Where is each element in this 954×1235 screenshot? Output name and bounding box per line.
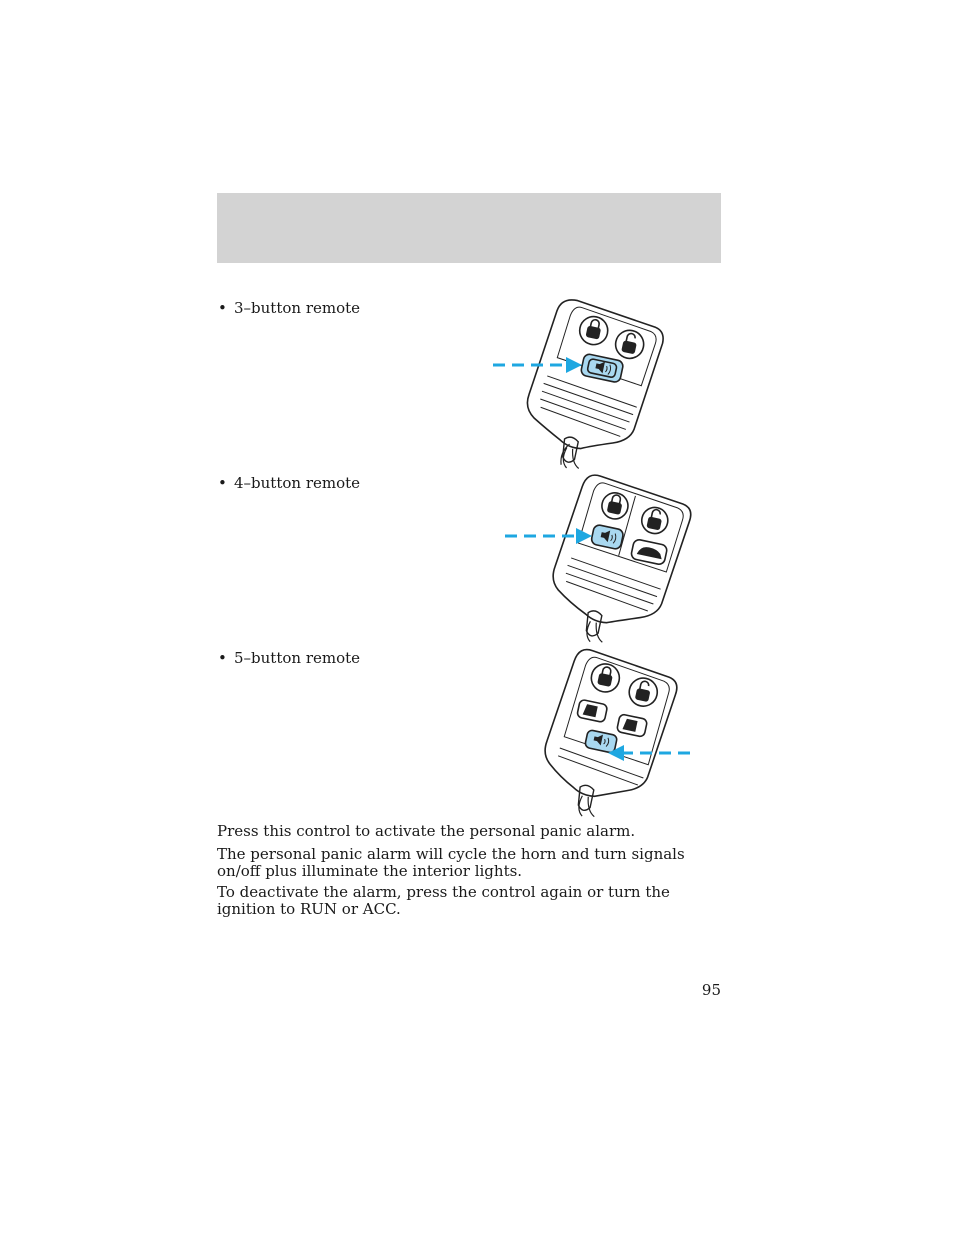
bullet-3-button-remote xyxy=(218,299,360,317)
bullet-dot: • xyxy=(218,649,227,667)
five-button-remote-illustration xyxy=(530,650,700,818)
paragraph-deactivate: To deactivate the alarm, press the control again or turn the ignition to RUN or ACC. xyxy=(217,883,670,918)
remote-label: 4–button remote xyxy=(234,474,361,492)
three-button-remote-illustration xyxy=(490,300,680,472)
page-number: 95 xyxy=(701,981,721,999)
section-header-band xyxy=(217,193,721,263)
paragraph-alarm-behavior: The personal panic alarm will cycle the horn and turn signals on/off plus illuminate the interior lights. xyxy=(217,845,685,880)
bullet-4-button-remote xyxy=(218,474,360,492)
bullet-dot: • xyxy=(218,474,227,492)
four-button-remote-illustration xyxy=(500,476,700,646)
remote-body xyxy=(537,645,681,809)
remote-label: 3–button remote xyxy=(234,299,361,317)
bullet-5-button-remote xyxy=(218,649,360,667)
bullet-dot: • xyxy=(218,299,227,317)
paragraph-activate: Press this control to activate the personal panic alarm. xyxy=(217,822,636,840)
remote-label: 5–button remote xyxy=(234,649,361,667)
